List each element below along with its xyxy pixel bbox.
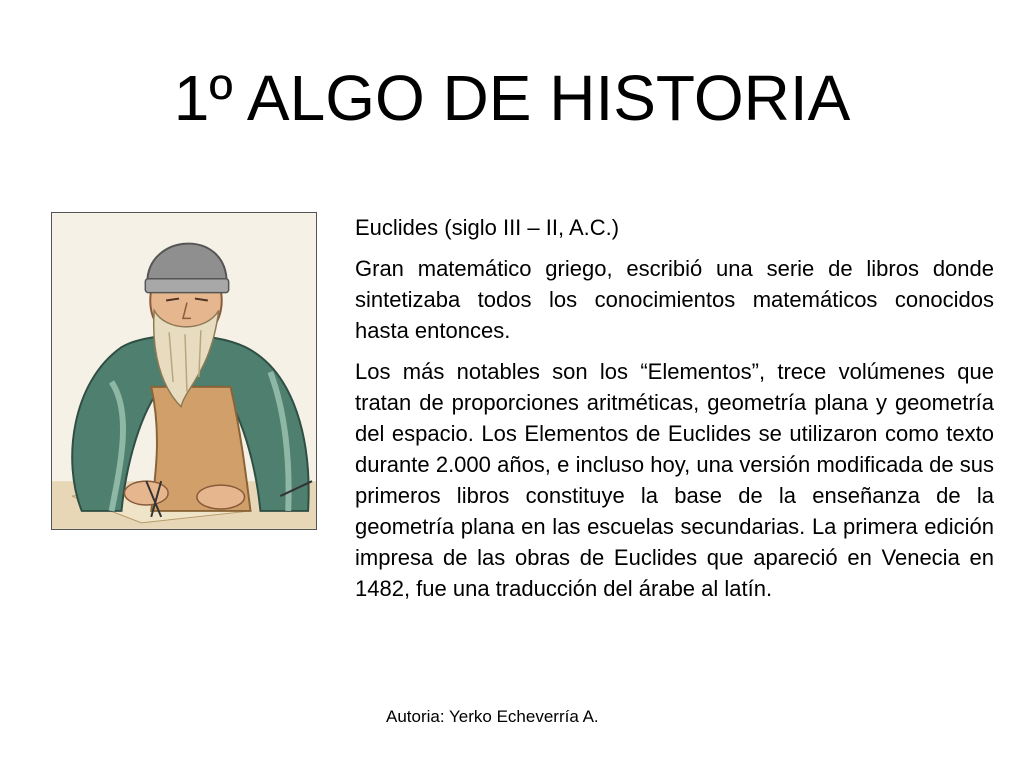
- body-heading: Euclides (siglo III – II, A.C.): [355, 215, 620, 240]
- footer-author: Autoria: Yerko Echeverría A.: [386, 707, 599, 726]
- body-text: [355, 212, 994, 614]
- body-paragraph-2: Los más notables son los “Elementos”, trece volúmenes que tratan de proporciones aritméticas, geometría plana y geometría del espacio. Los Elementos de Euclides se utilizaron como texto durante 2.000 años, e incluso hoy, una versión modificada de sus primeros libros constituye la base de la enseñanza de la geometría plana en las escuelas secundarias. La primera edición impresa de las obras de Euclides que apareció en Venecia en 1482, fue una traducción del árabe al latín.: [355, 359, 994, 601]
- body-paragraph-1: Gran matemático griego, escribió una serie de libros donde sintetizaba todos los conocimientos matemáticos conocidos hasta entonces.: [355, 256, 994, 343]
- euclides-portrait: [51, 212, 317, 530]
- euclides-portrait-icon: [52, 213, 316, 529]
- slide-title: 1º ALGO DE HISTORIA: [173, 62, 851, 134]
